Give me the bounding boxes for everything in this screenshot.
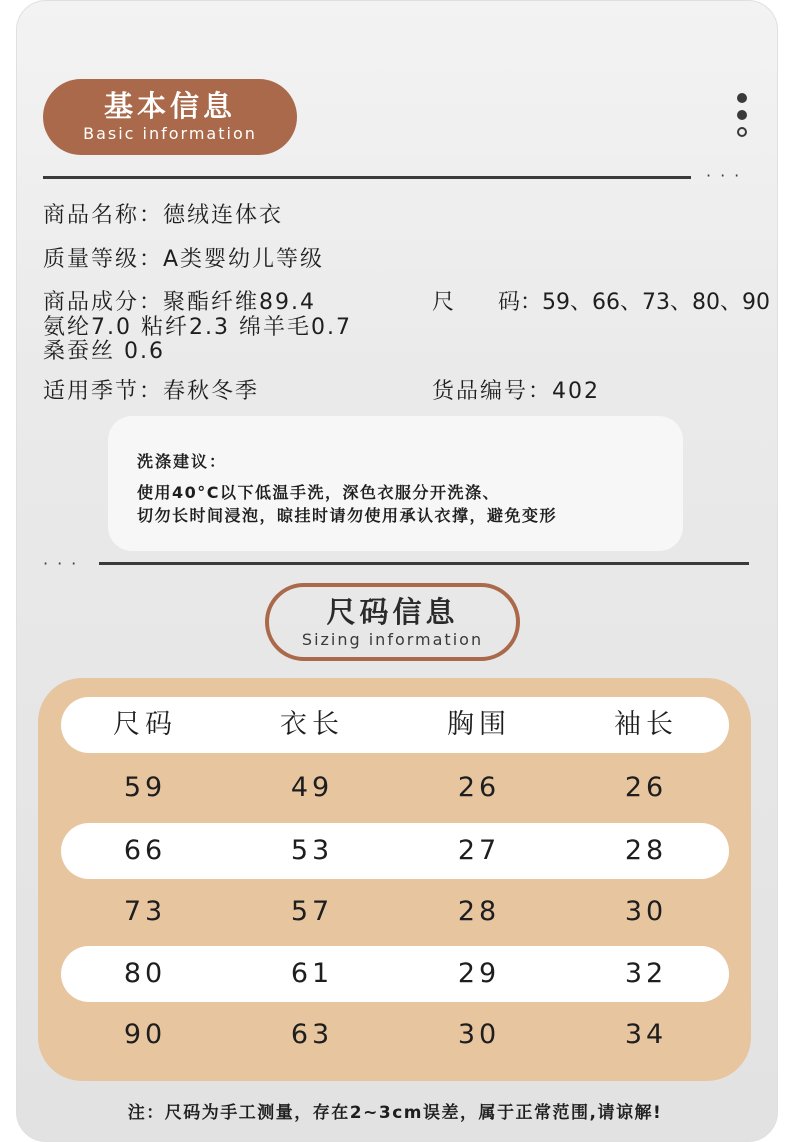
cell-chest: 28 (457, 896, 501, 927)
cell-sleeve: 26 (624, 772, 668, 803)
product-name: 商品名称：德绒连体衣 (43, 203, 284, 228)
cell-length: 57 (290, 896, 334, 927)
table-row (61, 884, 729, 940)
header-sleeve: 袖长 (614, 709, 678, 740)
cell-length: 53 (290, 835, 334, 866)
washing-advice-line-2: 切勿长时间浸泡，晾挂时请勿使用承认衣撑，避免变形 (137, 506, 558, 525)
cell-size: 66 (123, 835, 167, 866)
composition-line-1: 商品成分：聚酯纤维89.4 (43, 290, 316, 315)
table-row (61, 946, 729, 1002)
cell-chest: 29 (457, 958, 501, 989)
table-row (61, 1007, 729, 1063)
quality-grade: 质量等级：A类婴幼儿等级 (43, 247, 325, 272)
cell-sleeve: 34 (624, 1019, 668, 1050)
more-dots-icon (737, 93, 747, 144)
cell-chest: 26 (457, 772, 501, 803)
washing-advice-line-1: 使用40°C以下低温手洗，深色衣服分开洗涤、 (137, 483, 501, 502)
divider-middle (99, 562, 749, 565)
cell-sleeve: 30 (624, 896, 668, 927)
size-table (38, 678, 751, 1081)
cell-size: 73 (123, 896, 167, 927)
cell-chest: 27 (457, 835, 501, 866)
sizing-title: 尺码信息 (326, 595, 459, 629)
cell-sleeve: 28 (624, 835, 668, 866)
dot-hollow-icon (737, 127, 747, 137)
header-size: 尺码 (113, 709, 177, 740)
divider-dots-icon: ··· (706, 166, 749, 185)
table-row (61, 823, 729, 879)
measurement-note: 注：尺码为手工测量，存在2~3cm误差，属于正常范围,请谅解! (127, 1103, 663, 1123)
composition-line-3: 桑蚕丝 0.6 (43, 339, 165, 364)
dot-icon (737, 93, 747, 103)
cell-chest: 30 (457, 1019, 501, 1050)
table-row (61, 760, 729, 816)
cell-size: 90 (123, 1019, 167, 1050)
cell-size: 59 (123, 772, 167, 803)
dot-icon (737, 110, 747, 120)
cell-sleeve: 32 (624, 958, 668, 989)
basic-info-title: 基本信息 (103, 89, 236, 123)
size-list: 尺 码：59、66、73、80、90 (432, 290, 770, 315)
cell-length: 63 (290, 1019, 334, 1050)
cell-length: 61 (290, 958, 334, 989)
item-number: 货品编号：402 (432, 379, 600, 404)
header-chest: 胸围 (447, 709, 511, 740)
composition-line-2: 氨纶7.0 粘纤2.3 绵羊毛0.7 (43, 315, 352, 340)
sizing-title-badge (265, 583, 520, 661)
sizing-subtitle: Sizing information (301, 630, 484, 649)
washing-advice-title: 洗涤建议： (137, 452, 228, 471)
table-header-row (61, 697, 729, 753)
cell-length: 49 (290, 772, 334, 803)
cell-size: 80 (123, 958, 167, 989)
divider-dots-icon: ··· (43, 554, 86, 573)
washing-advice-box (108, 416, 683, 551)
basic-info-title-badge (43, 79, 297, 155)
header-length: 衣长 (280, 709, 344, 740)
basic-info-subtitle: Basic information (83, 124, 257, 143)
divider-top (43, 176, 691, 179)
season: 适用季节：春秋冬季 (43, 379, 260, 404)
